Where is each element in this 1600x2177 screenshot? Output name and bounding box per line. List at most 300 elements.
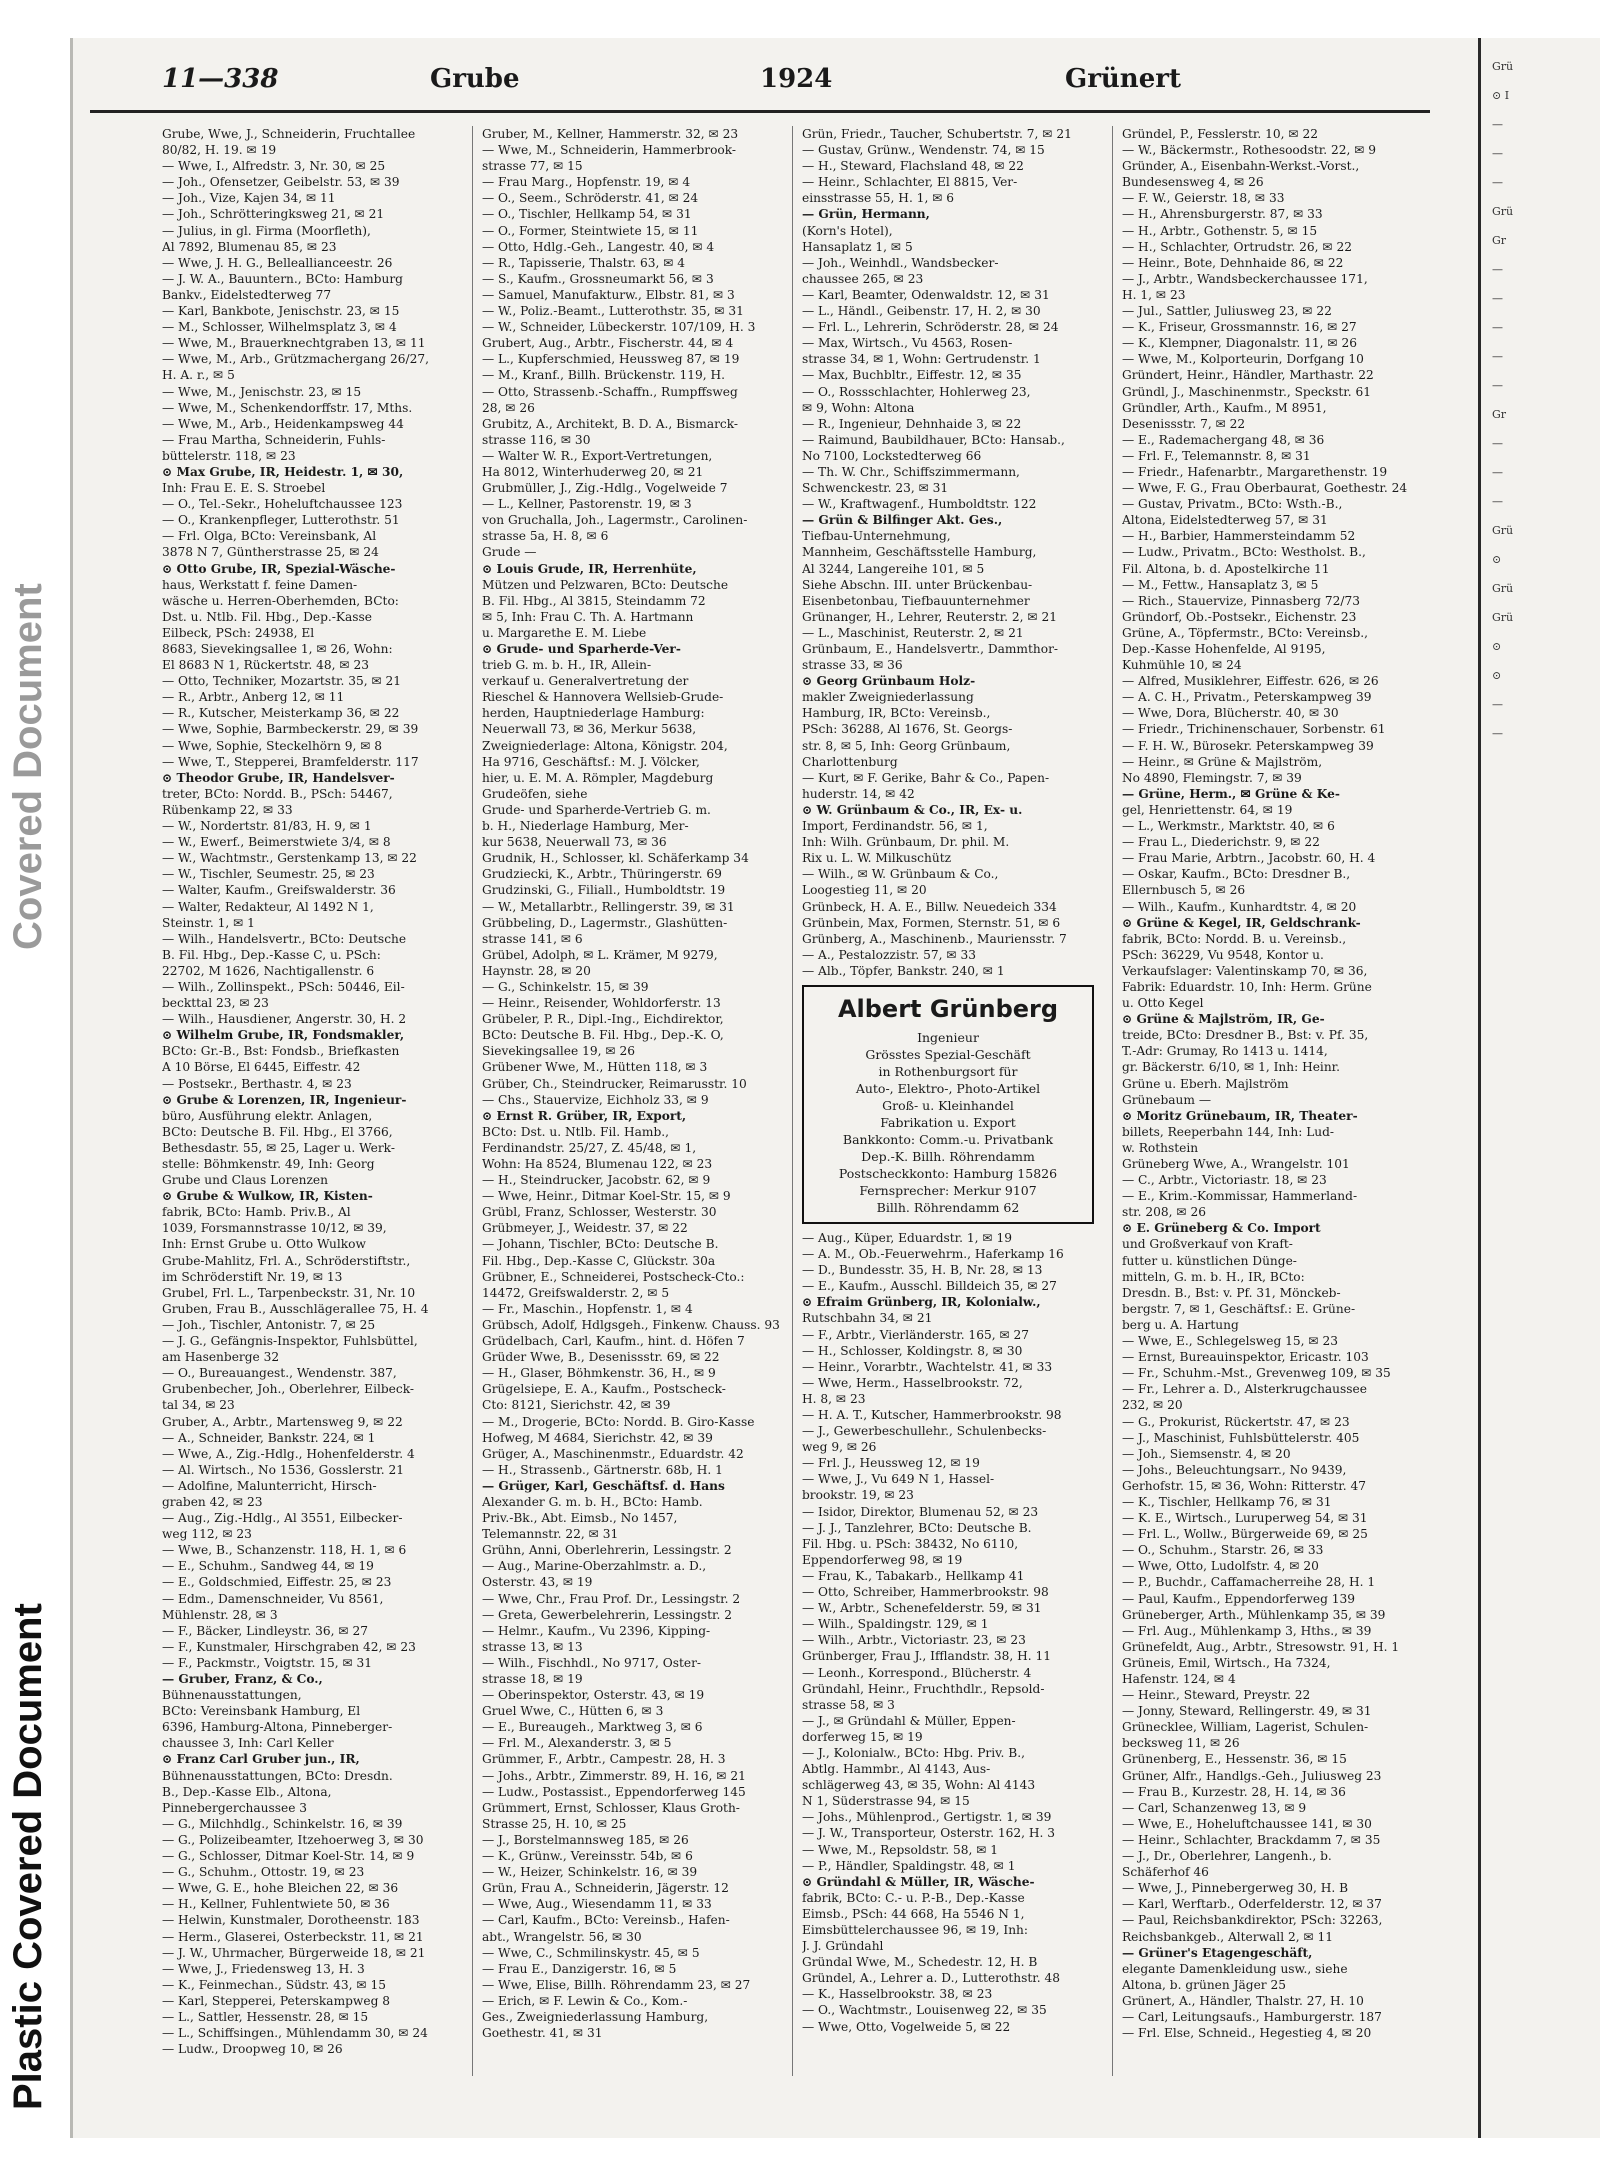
directory-entry: — Wwe, T., Stepperei, Bramfelderstr. 117 xyxy=(162,754,419,769)
directory-entry: Grünanger, H., Lehrer, Reuterstr. 2, ✉ 21 xyxy=(802,609,1057,624)
directory-entry: — R., Kutscher, Meisterkamp 36, ✉ 22 xyxy=(162,706,400,721)
directory-entry: ⊙ Otto Grube, IR, Spezial-Wäsche- xyxy=(162,561,396,576)
directory-entry: — Adolfine, Malunterricht, Hirsch- xyxy=(162,1478,377,1493)
directory-entry: Inh: Frau E. E. S. Stroebel xyxy=(162,481,326,496)
directory-entry: — A. C. H., Privatm., Peterskampweg 39 xyxy=(1122,690,1372,705)
directory-entry: — Herm., Glaserei, Osterbeckstr. 11, ✉ 21 xyxy=(162,1929,424,1944)
directory-entry: — Wilh., Kaufm., Kunhardtstr. 4, ✉ 20 xyxy=(1122,899,1357,914)
directory-entry: — J., Arbtr., Wandsbeckerchaussee 171, xyxy=(1122,271,1368,286)
directory-entry: — Wwe, E., Hoheluftchaussee 141, ✉ 30 xyxy=(1122,1816,1372,1831)
directory-entry: — A., Schneider, Bankstr. 224, ✉ 1 xyxy=(162,1430,376,1445)
directory-entry: Bühnenausstattungen, xyxy=(162,1688,302,1703)
directory-entry: — Wwe, M., Arb., Grützmachergang 26/27, xyxy=(162,352,429,367)
directory-entry: — G., Schuhm., Ottostr. 19, ✉ 23 xyxy=(162,1865,365,1880)
directory-entry: — Walter, Kaufm., Greifswalderstr. 36 xyxy=(162,883,396,898)
directory-entry: — A. M., Ob.-Feuerwehrm., Haferkamp 16 xyxy=(802,1247,1064,1262)
facing-page-fragment: Grü xyxy=(1492,60,1514,73)
directory-entry: — Rich., Stauervize, Pinnasberg 72/73 xyxy=(1122,593,1360,608)
advertisement-line: Groß- u. Kleinhandel xyxy=(882,1097,1014,1113)
directory-entry: — Alfred, Musiklehrer, Eiffestr. 626, ✉ 26 xyxy=(1122,674,1379,689)
directory-entry: Rübenkamp 22, ✉ 33 xyxy=(162,802,293,817)
directory-entry: am Hasenberge 32 xyxy=(162,1350,280,1365)
advertisement-line: Grösstes Spezial-Geschäft xyxy=(865,1046,1031,1062)
directory-entry: Grümmert, Ernst, Schlosser, Klaus Groth- xyxy=(482,1800,740,1815)
directory-entry: — Wilh., Handelsvertr., BCto: Deutsche xyxy=(162,931,407,946)
directory-entry: — Wwe, Heinr., Ditmar Koel-Str. 15, ✉ 9 xyxy=(482,1189,731,1204)
directory-entry: bergstr. 7, ✉ 1, Geschäftsf.: E. Grüne- xyxy=(1122,1301,1356,1316)
column-2 xyxy=(482,126,782,2076)
directory-entry: strasse 116, ✉ 30 xyxy=(482,432,591,447)
directory-entry: Gründel, P., Fesslerstr. 10, ✉ 22 xyxy=(1122,127,1318,141)
directory-entry: — Wwe, J. H. G., Belleallianceestr. 26 xyxy=(162,255,393,270)
directory-entry: — Julius, in gl. Firma (Moorfleth), xyxy=(162,223,371,238)
facing-page-fragment: — xyxy=(1492,437,1503,450)
facing-page-fragment: Gr xyxy=(1492,234,1507,247)
column-rule xyxy=(472,126,473,2076)
directory-entry: — E., Schuhm., Sandweg 44, ✉ 19 xyxy=(162,1559,374,1574)
directory-entry: — Aug., Zig.-Hdlg., Al 3551, Eilbecker- xyxy=(162,1511,403,1526)
directory-entry: Bühnenausstattungen, BCto: Dresdn. xyxy=(162,1768,393,1783)
directory-entry: Hamburg, IR, BCto: Vereinsb., xyxy=(802,706,991,721)
directory-entry: — E., Bureaugeh., Marktweg 3, ✉ 6 xyxy=(482,1720,703,1735)
advertisement-line: Billh. Röhrendamm 62 xyxy=(876,1199,1020,1215)
directory-entry: Grüne, A., Töpfermstr., BCto: Vereinsb., xyxy=(1122,625,1369,640)
directory-entry: ✉ 5, Inh: Frau C. Th. A. Hartmann xyxy=(482,609,694,624)
directory-entry: Grübbeling, D., Lagermstr., Glashütten- xyxy=(482,915,728,930)
directory-entry: — Grün, Hermann, xyxy=(802,207,930,222)
directory-entry: — P., Buchdr., Caffamacherreihe 28, H. 1 xyxy=(1122,1575,1376,1590)
directory-entry: Grünberg, A., Maschinenb., Mauriensstr. 7 xyxy=(802,931,1067,946)
directory-entry: Neuerwall 73, ✉ 36, Merkur 5638, xyxy=(482,722,697,737)
directory-entry: — Otto, Schreiber, Hammerbrookstr. 98 xyxy=(802,1585,1049,1600)
directory-entry: — Joh., Schrötteringksweg 21, ✉ 21 xyxy=(162,207,385,222)
directory-entry: — H., Schlachter, Ortrudstr. 26, ✉ 22 xyxy=(1122,239,1352,254)
sidebar-lower-label: Plastic Covered Document xyxy=(6,1603,50,2110)
facing-page-fragment: ⊙ xyxy=(1492,640,1502,653)
facing-page-fragment: Grü xyxy=(1492,205,1514,218)
directory-entry: No 7100, Lockstedterweg 66 xyxy=(802,448,982,463)
facing-page-fragment: — xyxy=(1492,147,1503,160)
directory-entry: Grüner, Alfr., Handlgs.-Geh., Juliusweg 23 xyxy=(1122,1768,1382,1783)
advertisement-title: Albert Grünberg xyxy=(837,994,1059,1023)
directory-entry: — K., Tischler, Hellkamp 76, ✉ 31 xyxy=(1122,1494,1332,1509)
next-page-strip xyxy=(1492,60,1532,1880)
directory-entry: — Carl, Schanzenweg 13, ✉ 9 xyxy=(1122,1800,1307,1815)
directory-entry: — Friedr., Trichinenschauer, Sorbenstr. 61 xyxy=(1122,722,1386,737)
directory-entry: — H., Steindrucker, Jacobstr. 62, ✉ 9 xyxy=(482,1173,711,1188)
directory-entry: gr. Bäckerstr. 6/10, ✉ 1, Inh: Heinr. xyxy=(1122,1060,1341,1075)
directory-entry: No 4890, Flemingstr. 7, ✉ 39 xyxy=(1122,770,1302,785)
directory-entry: — C., Arbtr., Victoriastr. 18, ✉ 23 xyxy=(1122,1173,1327,1188)
directory-entry: — Leonh., Korrespond., Blücherstr. 4 xyxy=(802,1665,1032,1680)
header-year: 1924 xyxy=(760,64,833,94)
directory-entry: — Th. W. Chr., Schiffszimmermann, xyxy=(802,464,1020,479)
directory-entry: Grudeöfen, siehe xyxy=(482,786,588,801)
directory-entry: — Joh., Tischler, Antonistr. 7, ✉ 25 xyxy=(162,1317,376,1332)
directory-entry: — Frau E., Danzigerstr. 16, ✉ 5 xyxy=(482,1961,677,1976)
directory-entry: — Aug., Küper, Eduardstr. 1, ✉ 19 xyxy=(802,1230,1012,1245)
facing-page-fragment: Gr xyxy=(1492,408,1507,421)
directory-entry: — W., Kraftwagenf., Humboldtstr. 122 xyxy=(802,497,1037,512)
directory-entry: — W., Nordertstr. 81/83, H. 9, ✉ 1 xyxy=(162,819,372,834)
facing-page-fragment: — xyxy=(1492,263,1503,276)
directory-entry: Grübmeyer, J., Weidestr. 37, ✉ 22 xyxy=(482,1221,688,1236)
directory-entry: — O., Wachtmstr., Louisenweg 22, ✉ 35 xyxy=(802,2003,1047,2018)
directory-entry: ⊙ Ernst R. Grüber, IR, Export, xyxy=(482,1108,687,1123)
directory-entry: im Schröderstift Nr. 19, ✉ 13 xyxy=(162,1269,343,1284)
directory-entry: trieb G. m. b. H., IR, Allein- xyxy=(482,658,652,673)
directory-entry: — K., Klempner, Diagonalstr. 11, ✉ 26 xyxy=(1122,336,1357,351)
directory-entry: — Grüner's Etagengeschäft, xyxy=(1122,1945,1313,1960)
directory-entry: Grude- und Sparherde-Vertrieb G. m. xyxy=(482,802,711,817)
directory-entry: — J. W. A., Bauuntern., BCto: Hamburg xyxy=(162,271,403,286)
directory-entry: — M., Drogerie, BCto: Nordd. B. Giro-Kasse xyxy=(482,1414,755,1429)
directory-entry: — H., Arbtr., Gothenstr. 5, ✉ 15 xyxy=(1122,223,1318,238)
directory-entry: einsstrasse 55, H. 1, ✉ 6 xyxy=(802,191,955,206)
directory-entry: Grübel, Adolph, ✉ L. Krämer, M 9279, xyxy=(482,947,718,962)
directory-entry: billets, Reeperbahn 144, Inh: Lud- xyxy=(1122,1124,1335,1139)
directory-entry: — Frl. M., Alexanderstr. 3, ✉ 5 xyxy=(482,1736,672,1751)
directory-entry: — O., Schuhm., Starstr. 26, ✉ 33 xyxy=(1122,1543,1324,1558)
directory-entry: — Frl. L., Wollw., Bürgerweide 69, ✉ 25 xyxy=(1122,1527,1368,1542)
advertisement-line: Ingenieur xyxy=(917,1029,979,1045)
directory-entry: — W., Ewerf., Beimerstwiete 3/4, ✉ 8 xyxy=(162,835,391,850)
column-4 xyxy=(1122,126,1422,2076)
directory-entry: — Wwe, I., Alfredstr. 3, Nr. 30, ✉ 25 xyxy=(162,159,386,174)
directory-entry: Gründel, A., Lehrer a. D., Lutterothstr. 48 xyxy=(802,1971,1060,1986)
directory-entry: Mützen und Pelzwaren, BCto: Deutsche xyxy=(482,577,729,592)
directory-entry: — Wwe, Aug., Wiesendamm 11, ✉ 33 xyxy=(482,1897,712,1912)
directory-entry: — Ernst, Bureauinspektor, Ericastr. 103 xyxy=(1122,1350,1369,1365)
directory-entry: — Johs., Arbtr., Zimmerstr. 89, H. 16, ✉ 21 xyxy=(482,1768,746,1783)
directory-entry: Bundesensweg 4, ✉ 26 xyxy=(1122,175,1264,190)
directory-entry: ⊙ Franz Carl Gruber jun., IR, xyxy=(162,1752,360,1767)
directory-entry: brookstr. 19, ✉ 23 xyxy=(802,1488,914,1503)
directory-entry: H. 1, ✉ 23 xyxy=(1122,287,1186,302)
directory-entry: — W., Bäckermstr., Rothesoodstr. 22, ✉ 9 xyxy=(1122,143,1377,158)
directory-entry: — Edm., Damenschneider, Vu 8561, xyxy=(162,1591,384,1606)
directory-entry: str. 8, ✉ 5, Inh: Georg Grünbaum, xyxy=(802,738,1011,753)
directory-entry: — Chs., Stauervize, Eichholz 33, ✉ 9 xyxy=(482,1092,709,1107)
directory-entry: Desenissstr. 7, ✉ 22 xyxy=(1122,416,1246,431)
directory-entry: — Wwe, M., Repsoldstr. 58, ✉ 1 xyxy=(802,1842,999,1857)
directory-entry: Gründal Wwe, M., Schedestr. 12, H. B xyxy=(802,1955,1038,1970)
directory-entry: ⊙ Louis Grude, IR, Herrenhüte, xyxy=(482,561,697,576)
directory-entry: — O., Former, Steintwiete 15, ✉ 11 xyxy=(482,223,699,238)
directory-entry: — Heinr., Bote, Dehnhaide 86, ✉ 22 xyxy=(1122,255,1344,270)
directory-entry: Siehe Abschn. III. unter Brückenbau- xyxy=(802,577,1033,592)
directory-entry: — Wwe, E., Schlegelsweg 15, ✉ 23 xyxy=(1122,1334,1338,1349)
directory-entry: Al 7892, Blumenau 85, ✉ 23 xyxy=(162,239,337,254)
facing-page-fragment: — xyxy=(1492,292,1503,305)
directory-entry: — Johs., Mühlenprod., Gertigstr. 1, ✉ 39 xyxy=(802,1810,1052,1825)
directory-entry: — E., Goldschmied, Eiffestr. 25, ✉ 23 xyxy=(162,1575,392,1590)
directory-entry: — Wwe, Herm., Hasselbrookstr. 72, xyxy=(802,1375,1023,1390)
directory-entry: — Heinr., Reisender, Wohldorferstr. 13 xyxy=(482,996,721,1011)
directory-entry: — J., Gewerbeschullehr., Schulenbecks- xyxy=(802,1424,1047,1439)
directory-entry: T.-Adr: Grumay, Ro 1413 u. 1414, xyxy=(1122,1044,1328,1059)
directory-entry: — W., Poliz.-Beamt., Lutterothstr. 35, ✉ 31 xyxy=(482,304,744,319)
directory-entry: Grubel, Frl. L., Tarpenbeckstr. 31, Nr. 10 xyxy=(162,1285,416,1300)
directory-entry: B. Fil. Hbg., Al 3815, Steindamm 72 xyxy=(482,593,706,608)
directory-entry: strasse 58, ✉ 3 xyxy=(802,1697,895,1712)
directory-entry: (Korn's Hotel), xyxy=(802,223,893,238)
directory-entry: Zweigniederlage: Altona, Königstr. 204, xyxy=(482,738,728,753)
directory-entry: H. 8, ✉ 23 xyxy=(802,1391,866,1406)
facing-page-fragment: ⊙ xyxy=(1492,553,1502,566)
directory-entry: — Karl, Bankbote, Jenischstr. 23, ✉ 15 xyxy=(162,304,400,319)
directory-entry: Telemannstr. 22, ✉ 31 xyxy=(482,1527,619,1542)
directory-entry: Grügelsiepe, E. A., Kaufm., Postscheck- xyxy=(482,1382,726,1397)
advertisement-line: Bankkonto: Comm.-u. Privatbank xyxy=(842,1131,1054,1147)
facing-page-fragment: ⊙ I xyxy=(1492,89,1510,102)
facing-page-fragment: Grü xyxy=(1492,524,1514,537)
directory-entry: Grude — xyxy=(482,545,537,560)
directory-entry: Fil. Altona, b. d. Apostelkirche 11 xyxy=(1122,561,1330,576)
directory-entry: strasse 5a, H. 8, ✉ 6 xyxy=(482,529,609,544)
directory-entry: Ferdinandstr. 25/27, Z. 45/48, ✉ 1, xyxy=(482,1140,697,1155)
directory-entry: weg 112, ✉ 23 xyxy=(162,1527,252,1542)
directory-entry: Grüdelbach, Carl, Kaufm., hint. d. Höfen 7 xyxy=(482,1334,745,1349)
directory-entry: — Wilh., Arbtr., Victoriastr. 23, ✉ 23 xyxy=(802,1633,1026,1648)
directory-entry: — Wwe, F. G., Frau Oberbaurat, Goethestr. 24 xyxy=(1122,481,1408,496)
directory-entry: Schäferhof 46 xyxy=(1122,1865,1209,1880)
directory-entry: strasse 141, ✉ 6 xyxy=(482,931,583,946)
directory-entry: — L., Kellner, Pastorenstr. 19, ✉ 3 xyxy=(482,497,692,512)
directory-entry: strasse 13, ✉ 13 xyxy=(482,1639,583,1654)
directory-entry: Grünert, A., Händler, Thalstr. 27, H. 10 xyxy=(1122,1993,1364,2008)
directory-entry: fabrik, BCto: Hamb. Priv.B., Al xyxy=(162,1205,351,1220)
directory-entry: chaussee 265, ✉ 23 xyxy=(802,271,924,286)
directory-entry: — J., ✉ Gründahl & Müller, Eppen- xyxy=(802,1713,1016,1728)
directory-entry: Haynstr. 28, ✉ 20 xyxy=(482,963,591,978)
directory-entry: Grünenberg, E., Hessenstr. 36, ✉ 15 xyxy=(1122,1752,1347,1767)
directory-entry: — E., Krim.-Kommissar, Hammerland- xyxy=(1122,1189,1358,1204)
directory-entry: — Frl. L., Lehrerin, Schröderstr. 28, ✉ 24 xyxy=(802,320,1059,335)
directory-entry: fabrik, BCto: Nordd. B. u. Vereinsb., xyxy=(1122,931,1347,946)
directory-entry: — Al. Wirtsch., No 1536, Gosslerstr. 21 xyxy=(162,1462,405,1477)
directory-entry: Grubitz, A., Architekt, B. D. A., Bismarck- xyxy=(482,416,739,431)
directory-entry: — R., Tapisserie, Thalstr. 63, ✉ 4 xyxy=(482,255,686,270)
directory-entry: — Wwe, Otto, Vogelweide 5, ✉ 22 xyxy=(802,2019,1011,2034)
directory-entry: huderstr. 14, ✉ 42 xyxy=(802,786,915,801)
directory-entry: — Gustav, Grünw., Wendenstr. 74, ✉ 15 xyxy=(802,143,1045,158)
directory-entry: dorferweg 15, ✉ 19 xyxy=(802,1729,923,1744)
directory-entry: Grüneberg Wwe, A., Wrangelstr. 101 xyxy=(1122,1157,1350,1171)
directory-entry: u. Margarethe E. M. Liebe xyxy=(482,625,647,640)
directory-entry: Gruben, Frau B., Ausschlägerallee 75, H. 4 xyxy=(162,1301,429,1316)
directory-entry: ✉ 9, Wohn: Altona xyxy=(802,400,915,415)
directory-entry: Import, Ferdinandstr. 56, ✉ 1, xyxy=(802,819,988,834)
directory-entry: — Wilh., Spaldingstr. 129, ✉ 1 xyxy=(802,1617,989,1632)
directory-entry: Grüber, Ch., Steindrucker, Reimarusstr. 10 xyxy=(482,1076,747,1091)
directory-entry: — Frau L., Diederichstr. 9, ✉ 22 xyxy=(1122,835,1320,850)
directory-entry: graben 42, ✉ 23 xyxy=(162,1494,263,1509)
directory-entry: — Johann, Tischler, BCto: Deutsche B. xyxy=(482,1237,719,1252)
directory-entry: Schwenckestr. 23, ✉ 31 xyxy=(802,481,949,496)
directory-entry: ⊙ Theodor Grube, IR, Handelsver- xyxy=(162,770,395,785)
directory-entry: BCto: Deutsche B. Fil. Hbg., Dep.-K. O, xyxy=(482,1028,724,1043)
directory-entry: strasse 18, ✉ 19 xyxy=(482,1672,583,1686)
directory-entry: abt., Wrangelstr. 56, ✉ 30 xyxy=(482,1929,642,1944)
directory-entry: — Wwe, Sophie, Steckelhörn 9, ✉ 8 xyxy=(162,738,383,753)
directory-entry: beckttal 23, ✉ 23 xyxy=(162,996,269,1011)
directory-entry: — Wwe, Sophie, Barmbeckerstr. 29, ✉ 39 xyxy=(162,722,419,737)
facing-page-fragment: — xyxy=(1492,727,1503,740)
directory-entry: büttelerstr. 118, ✉ 23 xyxy=(162,448,296,463)
directory-entry: — Grüne, Herm., ✉ Grüne & Ke- xyxy=(1122,786,1340,801)
directory-entry: Reichsbankgeb., Alterwall 2, ✉ 11 xyxy=(1122,1929,1334,1944)
directory-entry: — Frl. Aug., Mühlenkamp 3, Hths., ✉ 39 xyxy=(1122,1623,1372,1638)
directory-entry: — L., Händl., Geibenstr. 17, H. 2, ✉ 30 xyxy=(802,304,1041,319)
directory-entry: Inh: Wilh. Grünbaum, Dr. phil. M. xyxy=(802,835,1010,850)
directory-entry: Ha 9716, Geschäftsf.: M. J. Völcker, xyxy=(482,754,700,769)
directory-entry: — J. J., Tanzlehrer, BCto: Deutsche B. xyxy=(802,1520,1032,1535)
directory-entry: ⊙ E. Grüneberg & Co. Import xyxy=(1122,1221,1321,1236)
directory-entry: Grünberger, Frau J., Ifflandstr. 38, H. 11 xyxy=(802,1649,1051,1664)
facing-page-fragment: Grü xyxy=(1492,611,1514,624)
directory-entry: — Wilh., Fischhdl., No 9717, Oster- xyxy=(482,1655,702,1670)
directory-entry: — Oskar, Kaufm., BCto: Dresdner B., xyxy=(1122,867,1351,882)
directory-entry: — O., Krankenpfleger, Lutterothstr. 51 xyxy=(162,513,400,528)
directory-entry: — Frau Marie, Arbtrn., Jacobstr. 60, H. 4 xyxy=(1122,851,1376,866)
directory-entry: Cto: 8121, Sierichstr. 42, ✉ 39 xyxy=(482,1398,671,1413)
directory-entry: PSch: 36288, Al 1676, St. Georgs- xyxy=(802,722,1013,737)
directory-entry: — Wwe, M., Kolporteurin, Dorfgang 10 xyxy=(1122,352,1364,367)
directory-entry: Grübener Wwe, M., Hütten 118, ✉ 3 xyxy=(482,1060,708,1075)
directory-entry: Altona, Eidelstedterweg 57, ✉ 31 xyxy=(1122,513,1328,528)
directory-entry: — Wwe, B., Schanzenstr. 118, H. 1, ✉ 6 xyxy=(162,1543,407,1558)
directory-entry: — Joh., Vize, Kajen 34, ✉ 11 xyxy=(162,191,336,206)
directory-entry: — K. E., Wirtsch., Luruperweg 54, ✉ 31 xyxy=(1122,1511,1368,1526)
directory-entry: — Wwe, C., Schmilinskystr. 45, ✉ 5 xyxy=(482,1945,700,1960)
directory-entry: — Otto, Hdlg.-Geh., Langestr. 40, ✉ 4 xyxy=(482,239,715,254)
sidebar xyxy=(0,0,70,2177)
directory-entry: b. H., Niederlage Hamburg, Mer- xyxy=(482,819,689,834)
directory-entry: — Wwe, J., Pinnebergerweg 30, H. B xyxy=(1122,1881,1349,1896)
facing-page-fragment: Grü xyxy=(1492,582,1514,595)
directory-entry: — Heinr., Vorarbtr., Wachtelstr. 41, ✉ 33 xyxy=(802,1359,1053,1374)
directory-columns xyxy=(162,126,1432,2076)
directory-entry: — Heinr., Schlachter, El 8815, Ver- xyxy=(802,175,1018,190)
directory-entry: — Wwe, Dora, Blücherstr. 40, ✉ 30 xyxy=(1122,706,1339,721)
directory-entry: makler Zweigniederlassung xyxy=(802,690,974,705)
directory-entry: ⊙ Gründahl & Müller, IR, Wäsche- xyxy=(802,1874,1035,1889)
facing-page-fragment: — xyxy=(1492,466,1503,479)
directory-entry: hier, u. E. M. A. Römpler, Magdeburg xyxy=(482,770,714,785)
directory-entry: — O., Bureauangest., Wendenstr. 387, xyxy=(162,1366,397,1381)
directory-entry: — Wilh., Hausdiener, Angerstr. 30, H. 2 xyxy=(162,1012,407,1027)
directory-entry: — Kurt, ✉ F. Gerike, Bahr & Co., Papen- xyxy=(802,770,1050,785)
directory-entry: Eimsb., PSch: 44 668, Ha 5546 N 1, xyxy=(802,1906,1025,1921)
directory-entry: — J., Maschinist, Fuhlsbüttelerstr. 405 xyxy=(1122,1430,1360,1445)
directory-entry: Alexander G. m. b. H., BCto: Hamb. xyxy=(482,1494,703,1509)
directory-entry: Mannheim, Geschäftsstelle Hamburg, xyxy=(802,545,1037,560)
directory-entry: — F., Packmstr., Voigtstr. 15, ✉ 31 xyxy=(162,1655,373,1670)
directory-entry: — J., Kolonialw., BCto: Hbg. Priv. B., xyxy=(802,1745,1026,1760)
directory-entry: Bankv., Eidelstedterweg 77 xyxy=(162,287,332,302)
directory-entry: 8683, Sievekingsallee 1, ✉ 26, Wohn: xyxy=(162,642,393,656)
directory-entry: Grüder Wwe, B., Desenissstr. 69, ✉ 22 xyxy=(482,1350,720,1365)
directory-entry: — J. G., Gefängnis-Inspektor, Fuhlsbüttel, xyxy=(162,1334,418,1349)
directory-entry: Grühn, Anni, Oberlehrerin, Lessingstr. 2 xyxy=(482,1543,732,1558)
directory-entry: Hafenstr. 124, ✉ 4 xyxy=(1122,1672,1236,1686)
directory-entry: — Wwe, M., Jenischstr. 23, ✉ 15 xyxy=(162,384,362,399)
directory-entry: — M., Kranf., Billh. Brückenstr. 119, H. xyxy=(482,368,725,383)
column-1 xyxy=(162,126,462,2076)
directory-entry: Fil. Hbg., Dep.-Kasse C, Glückstr. 30a xyxy=(482,1253,716,1268)
directory-entry: stelle: Böhmkenstr. 49, Inh: Georg xyxy=(162,1157,375,1171)
facing-page-fragment: ⊙ xyxy=(1492,669,1502,682)
directory-entry: — M., Fettw., Hansaplatz 3, ✉ 5 xyxy=(1122,577,1319,592)
directory-entry: ⊙ Moritz Grünebaum, IR, Theater- xyxy=(1122,1108,1358,1123)
directory-entry: Ges., Zweigniederlassung Hamburg, xyxy=(482,2009,709,2024)
advertisement-line: Fernsprecher: Merkur 9107 xyxy=(859,1182,1037,1198)
directory-entry: ⊙ Georg Grünbaum Holz- xyxy=(802,674,976,689)
directory-entry: Gruel Wwe, C., Hütten 6, ✉ 3 xyxy=(482,1704,664,1719)
directory-entry: Gerhofstr. 15, ✉ 36, Wohn: Ritterstr. 47 xyxy=(1122,1478,1366,1493)
directory-entry: — J., Borstelmannsweg 185, ✉ 26 xyxy=(482,1832,689,1847)
directory-entry: Gruber, M., Kellner, Hammerstr. 32, ✉ 23 xyxy=(482,127,739,141)
directory-entry: El 8683 N 1, Rückertstr. 48, ✉ 23 xyxy=(162,658,370,673)
directory-entry: Eilbeck, PSch: 24938, El xyxy=(162,625,315,640)
directory-entry: — Otto, Techniker, Mozartstr. 35, ✉ 21 xyxy=(162,674,402,689)
directory-page xyxy=(90,50,1430,113)
directory-entry: Rix u. L. W. Milkuschütz xyxy=(802,851,952,866)
directory-entry: — Wilh., ✉ W. Grünbaum & Co., xyxy=(802,867,999,882)
directory-entry: Fil. Hbg. u. PSch: 38432, No 6110, xyxy=(802,1536,1019,1551)
directory-entry: B., Dep.-Kasse Elb., Altona, xyxy=(162,1784,332,1799)
directory-entry: Grubenbecher, Joh., Oberlehrer, Eilbeck- xyxy=(162,1382,414,1397)
directory-entry: BCto: Deutsche B. Fil. Hbg., El 3766, xyxy=(162,1124,393,1139)
directory-entry: Grünbein, Max, Formen, Sternstr. 51, ✉ 6 xyxy=(802,915,1061,930)
directory-entry: — Friedr., Hafenarbtr., Margarethenstr. 19 xyxy=(1122,464,1388,479)
directory-entry: — Raimund, Baubildhauer, BCto: Hansab., xyxy=(802,432,1065,447)
directory-entry: Gründl, J., Maschinenmstr., Speckstr. 61 xyxy=(1122,384,1372,399)
directory-entry: — J. W., Uhrmacher, Bürgerweide 18, ✉ 21 xyxy=(162,1945,426,1960)
directory-entry: Grübner, E., Schneiderei, Postscheck-Cto.: xyxy=(482,1269,745,1284)
directory-entry: — K., Grünw., Vereinsstr. 54b, ✉ 6 xyxy=(482,1849,693,1864)
directory-entry: strasse 34, ✉ 1, Wohn: Gertrudenstr. 1 xyxy=(802,352,1041,367)
directory-entry: Charlottenburg xyxy=(802,754,898,769)
page-number: 11—338 xyxy=(162,64,279,94)
directory-entry: — Frl. J., Heussweg 12, ✉ 19 xyxy=(802,1456,980,1471)
directory-entry: — Frau B., Kurzestr. 28, H. 14, ✉ 36 xyxy=(1122,1784,1346,1799)
directory-entry: — W., Heizer, Schinkelstr. 16, ✉ 39 xyxy=(482,1865,698,1880)
directory-entry: — Frau Martha, Schneiderin, Fuhls- xyxy=(162,432,386,447)
directory-entry: — G., Schinkelstr. 15, ✉ 39 xyxy=(482,979,649,994)
directory-entry: — H., Kellner, Fuhlentwiete 50, ✉ 36 xyxy=(162,1897,390,1912)
directory-entry: Grübsch, Adolf, Hdlgsgeh., Finkenw. Chauss. 93 xyxy=(482,1317,780,1332)
directory-entry: — H., Schlosser, Koldingstr. 8, ✉ 30 xyxy=(802,1343,1023,1358)
directory-entry: — Wwe, A., Zig.-Hdlg., Hohenfelderstr. 4 xyxy=(162,1446,415,1461)
directory-entry: Grüneis, Emil, Wirtsch., Ha 7324, xyxy=(1122,1655,1331,1670)
directory-entry: — A., Pestalozzistr. 57, ✉ 33 xyxy=(802,947,976,962)
facing-page-fragment: — xyxy=(1492,176,1503,189)
column-3 xyxy=(802,126,1102,2076)
directory-entry: Grün, Frau A., Schneiderin, Jägerstr. 12 xyxy=(482,1881,729,1896)
facing-page-fragment: — xyxy=(1492,321,1503,334)
directory-entry: Sievekingsallee 19, ✉ 26 xyxy=(482,1044,635,1059)
directory-entry: — K., Feinmechan., Südstr. 43, ✉ 15 xyxy=(162,1977,386,1992)
directory-entry: ⊙ Grube & Wulkow, IR, Kisten- xyxy=(162,1189,373,1204)
page-edge-line xyxy=(1478,38,1481,2138)
advertisement-line: Dep.-K. Billh. Röhrendamm xyxy=(861,1148,1035,1164)
directory-entry: — W., Arbtr., Schenefelderstr. 59, ✉ 31 xyxy=(802,1601,1042,1616)
directory-entry: — W., Wachtmstr., Gerstenkamp 13, ✉ 22 xyxy=(162,851,417,866)
directory-entry: 1039, Forsmannstrasse 10/12, ✉ 39, xyxy=(162,1221,387,1236)
directory-entry: und Großverkauf von Kraft- xyxy=(1122,1237,1293,1252)
